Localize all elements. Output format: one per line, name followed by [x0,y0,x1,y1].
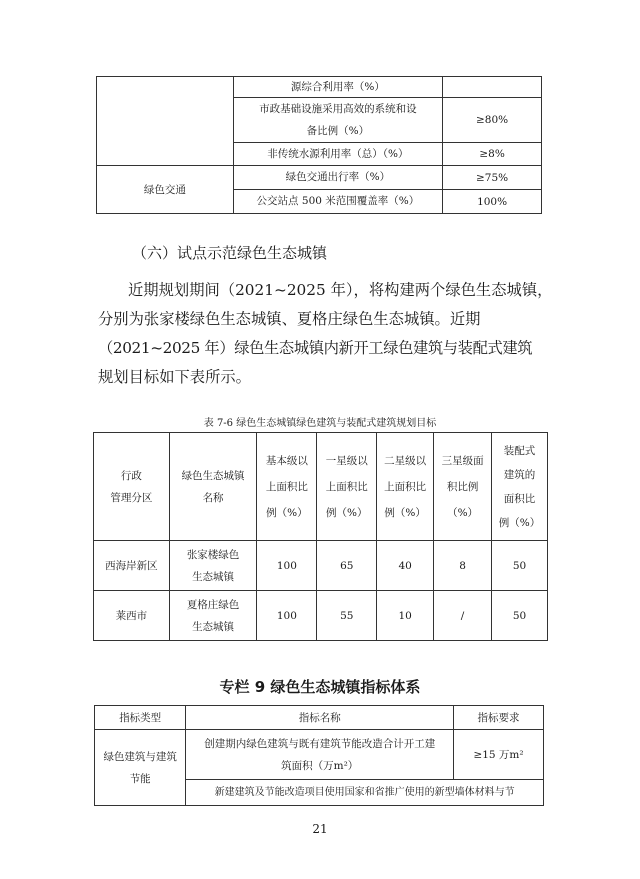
header-cell [317,433,377,541]
header-line: 上面积比 [384,480,427,493]
category-line: 绿色建筑与建筑 [103,750,177,763]
header-line: 上面积比 [325,480,368,493]
value-cell: 8 [434,541,492,591]
indicator-line: 市政基础设施采用高效的系统和设 [259,103,417,115]
target-cell: ≥8% [443,143,542,166]
header-cell [492,433,548,541]
header-cell: 指标名称 [186,706,454,730]
column-title: 专栏 9 绿色生态城镇指标体系 [219,678,421,696]
target-cell: 100% [443,190,542,214]
body-paragraph [98,276,553,392]
header-line: 名称 [202,491,224,504]
indicator-line: 备比例（%） [306,125,370,137]
table-caption: 表 7-6 绿色生态城镇绿色建筑与装配式建筑规划目标 [203,418,437,429]
header-cell [94,433,170,541]
indicator-cell [186,730,454,780]
header-line: 上面积比 [265,480,308,493]
town-line: 生态城镇 [192,620,235,633]
category-cell: 绿色交通 [97,166,234,214]
district-cell: 西海岸新区 [94,541,170,591]
header-line: 例（%） [266,506,308,519]
town-cell [169,591,257,641]
column-9-table [94,705,544,806]
town-cell [169,541,257,591]
header-line: 面积比 [503,492,536,505]
category-cell [95,730,186,806]
header-line: 绿色生态城镇 [181,469,245,482]
paragraph-line: 规划目标如下表所示。 [98,368,251,386]
header-line: 基本级以 [265,454,308,467]
value-cell: / [434,591,492,641]
category-line: 节能 [129,772,151,785]
indicator-cell: 公交站点 500 米范围覆盖率（%） [233,190,443,214]
header-cell [377,433,434,541]
page-number: 21 [312,822,328,836]
header-line: 建筑的 [503,468,536,481]
header-line: 三星级面 [441,454,484,467]
header-line: 例（%） [384,506,426,519]
indicator-table-top [96,76,542,214]
header-cell [257,433,317,541]
indicator-cell: 源综合利用率（%） [233,77,443,98]
header-line: 一星级以 [325,454,368,467]
indicator-line: 筑面积（万m²） [281,759,359,772]
indicator-cell: 非传统水源利用率（总）（%） [233,143,443,166]
header-line: 积比例 [446,480,479,493]
indicator-cell: 绿色交通出行率（%） [233,166,443,190]
header-line: 行政 [120,469,142,482]
indicator-line: 创建期内绿色建筑与既有建筑节能改造合计开工建 [204,737,436,750]
paragraph-line: 分别为张家楼绿色生态城镇、夏格庄绿色生态城镇。近期 [98,310,481,328]
header-line: 例（%） [498,516,541,529]
header-line: （%） [447,506,479,519]
header-cell: 指标类型 [95,706,186,730]
paragraph-line: 近期规划期间（2021~2025 年），将构建两个绿色生态城镇， [128,281,553,299]
town-line: 生态城镇 [192,570,235,583]
header-line: 管理分区 [110,491,153,504]
paragraph-line: （2021~2025 年）绿色生态城镇内新开工绿色建筑与装配式建筑 [98,339,533,357]
target-cell: ≥80% [443,98,542,143]
value-cell: 100 [257,591,317,641]
target-cell: ≥75% [443,166,542,190]
value-cell: 100 [257,541,317,591]
value-cell: 40 [377,541,434,591]
table-7-6 [93,432,548,641]
district-cell: 莱西市 [94,591,170,641]
town-line: 张家楼绿色 [186,548,240,561]
header-line: 例（%） [326,506,368,519]
indicator-cell [233,98,443,143]
town-line: 夏格庄绿色 [186,598,240,611]
target-cell: ≥15 万m² [454,730,544,780]
value-cell: 65 [317,541,377,591]
value-cell: 10 [377,591,434,641]
value-cell: 55 [317,591,377,641]
indicator-cell: 新建建筑及节能改造项目使用国家和省推广使用的新型墙体材料与节 [186,780,544,806]
section-heading: （六）试点示范绿色生态城镇 [132,244,328,262]
value-cell: 50 [492,541,548,591]
value-cell: 50 [492,591,548,641]
header-line: 装配式 [503,444,536,457]
header-cell [169,433,257,541]
header-cell: 指标要求 [454,706,544,730]
header-line: 二星级以 [384,454,427,467]
target-cell [443,77,542,98]
header-cell [434,433,492,541]
category-cell-empty [97,77,234,166]
